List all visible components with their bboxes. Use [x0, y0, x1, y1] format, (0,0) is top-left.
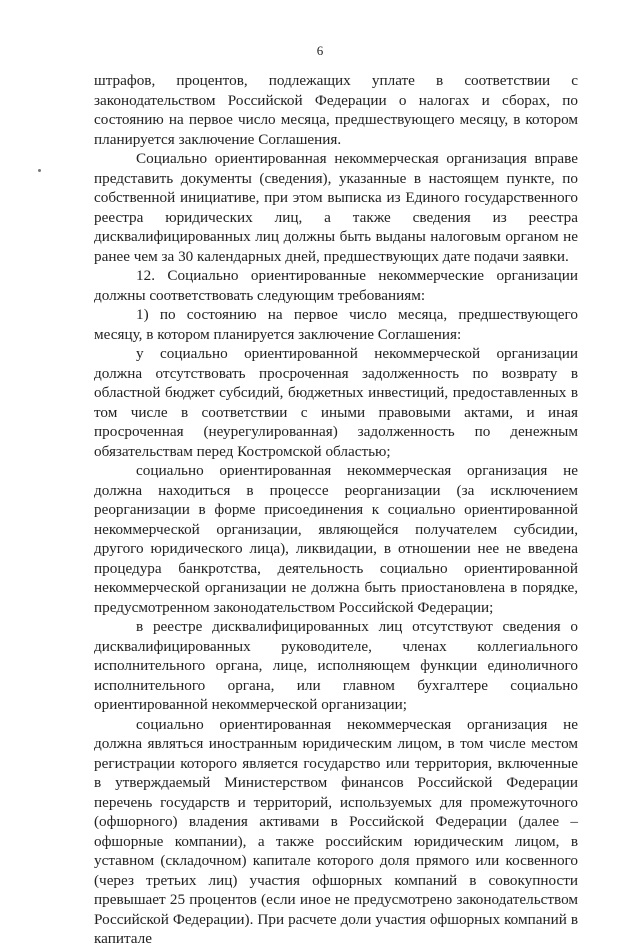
paragraph-documents-initiative: Социально ориентированная некоммерческая организация вправе представить документы (сведения), указанные в настоящем пункте, по собственной инициативе, при этом выписка из Единого государственного реестра юридических лиц, а также сведения из реестра дисквалифицированных лиц должны быть выданы налоговым органом не ранее чем за 30 календарных дней, предшествующих дате подачи заявки.	[94, 150, 578, 265]
paragraph-no-overdue-debt: у социально ориентированной некоммерческой организации должна отсутствовать просроченная задолженность по возврату в областной бюджет субсидий, бюджетных инвестиций, предоставленных в том числе в соответствии с иными правовыми актами, и иная просроченная (неурегулированная) задолженность по денежным обязательствам перед Костромской областью;	[94, 345, 578, 460]
page-number: 6	[316, 43, 324, 58]
document-body	[94, 71, 578, 949]
paragraph-subitem-1: 1) по состоянию на первое число месяца, предшествующего месяцу, в котором планируется заключение Соглашения:	[94, 306, 578, 343]
margin-mark	[38, 169, 41, 172]
paragraph-disqualified-registry: в реестре дисквалифицированных лиц отсутствуют сведения о дисквалифицированных руководителе, членах коллегиального исполнительного органа, лице, исполняющем функции единоличного исполнительного органа, или главном бухгалтере социально ориентированной некоммерческой организации;	[94, 618, 578, 713]
paragraph-item-12: 12. Социально ориентированные некоммерческие организации должны соответствовать следующим требованиям:	[94, 267, 578, 304]
paragraph-no-reorganization: социально ориентированная некоммерческая организация не должна находиться в процессе реорганизации (за исключением реорганизации в форме присоединения к социально ориентированной некоммерческой организации, являющейся получателем субсидии, другого юридического лица), ликвидации, в отношении нее не введена процедура банкротства, деятельность социально ориентированной некоммерческой организации не должна быть приостановлена в порядке, предусмотренном законодательством Российской Федерации;	[94, 462, 578, 616]
paragraph-offshore-companies: социально ориентированная некоммерческая организация не должна являться иностранным юридическим лицом, в том числе местом регистрации которого является государство или территория, включенные в утверждаемый Министерством финансов Российской Федерации перечень государств и территорий, используемых для промежуточного (офшорного) владения активами в Российской Федерации (далее – офшорные компании), а также российским юридическим лицом, в уставном (складочном) капитале которого доля прямого или косвенного (через третьих лиц) участия офшорных компаний в совокупности превышает 25 процентов (если иное не предусмотрено законодательством Российской Федерации). При расчете доли участия офшорных компаний в капитале	[94, 715, 578, 947]
paragraph-continuation: штрафов, процентов, подлежащих уплате в соответствии с законодательством Российской Федерации о налогах и сборах, по состоянию на первое число месяца, предшествующего месяцу, в котором планируется заключение Соглашения.	[94, 72, 578, 148]
